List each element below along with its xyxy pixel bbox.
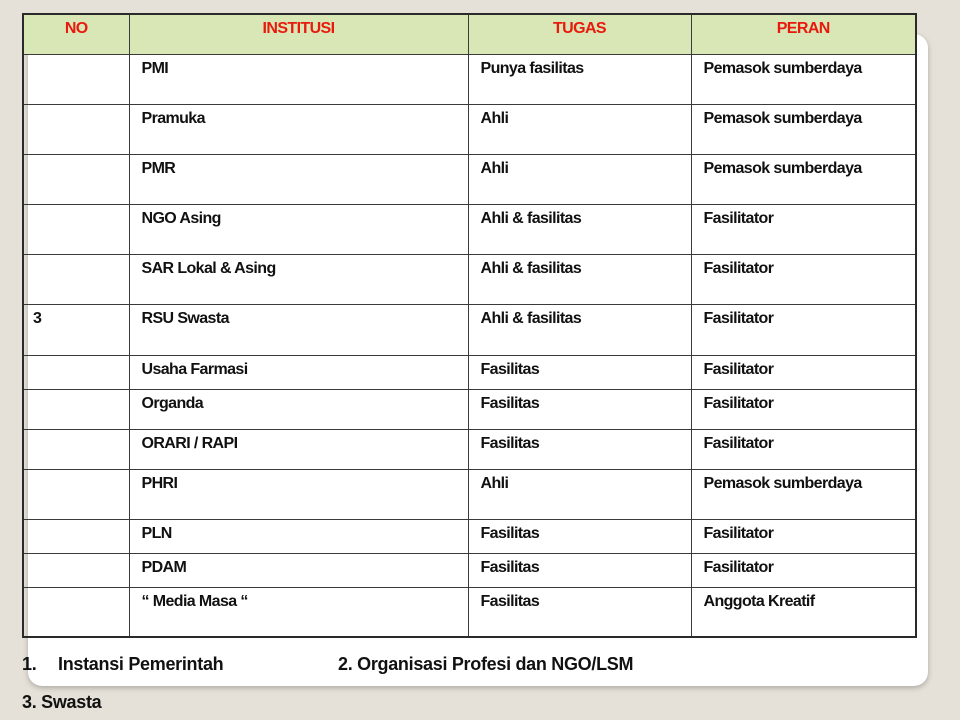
table-row: [23, 554, 916, 588]
header-no: NO: [23, 14, 129, 54]
cell-institusi: SAR Lokal & Asing: [129, 255, 468, 305]
cell-no: [23, 469, 129, 519]
cell-tugas: Fasilitas: [468, 389, 691, 429]
cell-tugas: Fasilitas: [468, 520, 691, 554]
cell-no: [23, 429, 129, 469]
cell-no: [23, 355, 129, 389]
cell-no: [23, 255, 129, 305]
cell-no: 3: [23, 305, 129, 355]
cell-no: [23, 54, 129, 104]
cell-no: [23, 205, 129, 255]
cell-institusi: Usaha Farmasi: [129, 355, 468, 389]
cell-tugas: Fasilitas: [468, 554, 691, 588]
table-row: [23, 205, 916, 255]
cell-institusi: Organda: [129, 389, 468, 429]
cell-peran: Fasilitator: [691, 389, 916, 429]
footer-item-1-number: 1.: [22, 654, 37, 674]
cell-institusi: PMR: [129, 154, 468, 204]
cell-institusi: ORARI / RAPI: [129, 429, 468, 469]
cell-institusi: PLN: [129, 520, 468, 554]
cell-peran: Pemasok sumberdaya: [691, 54, 916, 104]
cell-tugas: Ahli: [468, 154, 691, 204]
cell-peran: Fasilitator: [691, 305, 916, 355]
table-row: [23, 54, 916, 104]
cell-tugas: Fasilitas: [468, 355, 691, 389]
table-row: [23, 389, 916, 429]
cell-no: [23, 154, 129, 204]
footer-item-1: [22, 654, 223, 675]
cell-institusi: Pramuka: [129, 104, 468, 154]
table-row: [23, 588, 916, 637]
footer-item-1-label: Instansi Pemerintah: [58, 654, 224, 674]
table-row: [23, 520, 916, 554]
cell-no: [23, 104, 129, 154]
cell-institusi: PHRI: [129, 469, 468, 519]
cell-institusi: PDAM: [129, 554, 468, 588]
cell-peran: Fasilitator: [691, 255, 916, 305]
cell-peran: Pemasok sumberdaya: [691, 154, 916, 204]
cell-institusi: PMI: [129, 54, 468, 104]
cell-tugas: Ahli & fasilitas: [468, 305, 691, 355]
institution-table: [22, 13, 917, 638]
cell-tugas: Fasilitas: [468, 429, 691, 469]
cell-tugas: Fasilitas: [468, 588, 691, 637]
cell-institusi: NGO Asing: [129, 205, 468, 255]
header-tugas: TUGAS: [468, 14, 691, 54]
cell-no: [23, 588, 129, 637]
table-row: [23, 255, 916, 305]
table-row: [23, 305, 916, 355]
cell-tugas: Ahli: [468, 469, 691, 519]
header-institusi: INSTITUSI: [129, 14, 468, 54]
table-row: [23, 154, 916, 204]
table-row: [23, 429, 916, 469]
header-row: [23, 14, 916, 54]
cell-tugas: Ahli: [468, 104, 691, 154]
cell-peran: Anggota Kreatif: [691, 588, 916, 637]
cell-no: [23, 554, 129, 588]
cell-institusi: RSU Swasta: [129, 305, 468, 355]
footer-item-2: 2. Organisasi Profesi dan NGO/LSM: [338, 654, 634, 674]
cell-tugas: Punya fasilitas: [468, 54, 691, 104]
cell-no: [23, 520, 129, 554]
cell-institusi: “ Media Masa “: [129, 588, 468, 637]
table-row: [23, 469, 916, 519]
cell-no: [23, 389, 129, 429]
footer-item-3: 3. Swasta: [22, 692, 102, 712]
cell-peran: Pemasok sumberdaya: [691, 469, 916, 519]
header-peran: PERAN: [691, 14, 916, 54]
cell-peran: Fasilitator: [691, 205, 916, 255]
cell-peran: Pemasok sumberdaya: [691, 104, 916, 154]
table-row: [23, 104, 916, 154]
cell-tugas: Ahli & fasilitas: [468, 255, 691, 305]
cell-peran: Fasilitator: [691, 429, 916, 469]
table-row: [23, 355, 916, 389]
cell-peran: Fasilitator: [691, 520, 916, 554]
cell-peran: Fasilitator: [691, 355, 916, 389]
cell-tugas: Ahli & fasilitas: [468, 205, 691, 255]
cell-peran: Fasilitator: [691, 554, 916, 588]
